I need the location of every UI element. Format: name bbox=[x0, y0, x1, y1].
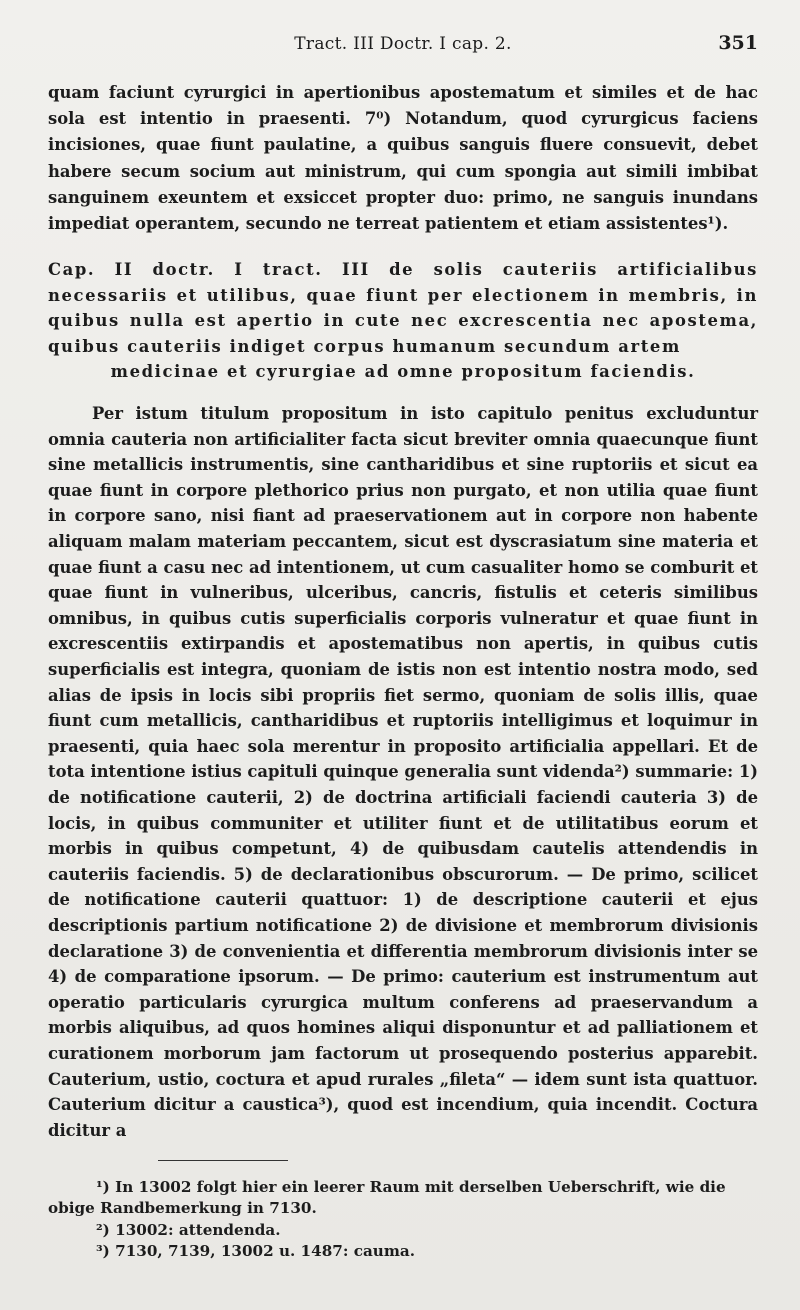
chapter-heading bbox=[48, 257, 758, 385]
footnotes bbox=[48, 1177, 758, 1263]
main-paragraph-block bbox=[48, 401, 758, 1143]
running-title: Tract. III Doctr. I cap. 2. bbox=[294, 34, 512, 54]
running-header bbox=[48, 28, 758, 62]
chapter-heading-text: Cap. II doctr. I tract. III de solis cauteriis artificialibus necessariis et utilibus, quae fiunt per electionem in membris, in quibus nulla est apertio in cute nec excrescentia nec apostema, quibus cauteriis indiget corpus humanum secundum artem bbox=[48, 260, 758, 356]
footnote-rule bbox=[158, 1160, 288, 1161]
footnote-1: ¹) In 13002 folgt hier ein leerer Raum mit derselben Ueberschrift, wie die obige Randbemerkung in 7130. bbox=[48, 1177, 726, 1218]
footnote-2: ²) 13002: attendenda. bbox=[96, 1220, 281, 1239]
opening-paragraph-block bbox=[48, 80, 758, 237]
footnote-3: ³) 7130, 7139, 13002 u. 1487: cauma. bbox=[96, 1242, 416, 1261]
main-paragraph: Per istum titulum propositum in isto capitulo penitus excluduntur omnia cauteria non artificialiter facta sicut breviter omnia quaecunque fiunt sine metallicis instrumentis, sine cantharidibus et sine ruptoriis et sicut ea quae fiunt in corpore plethorico prius non purgato, et non utilia quae fiunt in corpore sano, nisi fiant ad praeservationem aut in corpore non habente aliquam malam materiam peccantem, sicut est dyscrasiatum sine materia et quae fiunt a casu nec ad intentionem, ut cum casualiter homo se comburit et quae fiunt in vulneribus, ulceribus, cancris, fistulis et ceteris similibus omnibus, in quibus cutis superficialis corporis vulneratur et quae fiunt in excrescentiis extirpandis et apostematibus non apertis, in quibus cutis superficialis est integra, quoniam de istis non est intentio nostra modo, sed alias de ipsis in locis sibi propriis fiet sermo, quoniam de solis illis, quae fiunt cum metallicis, cantharidibus et ruptoriis intelligimus et loquimur in praesenti, quia haec sola merentur in proposito artificialia appellari. Et de tota intentione istius capituli quinque generalia sunt videnda²) summarie: 1) de notificatione cauterii, 2) de doctrina artificiali faciendi cauteria 3) de locis, in quibus communiter et utiliter fiunt et de utilitatibus eorum et morbis in quibus competunt, 4) de quibusdam cautelis attendendis in cauteriis faciendis. 5) de declarationibus obscurorum. — De primo, scilicet de notificatione cauterii quattuor: 1) de descriptione cauterii et ejus descriptionis partium notificatione 2) de divisione et membrorum divisionis declaratione 3) de convenientia et differentia membrorum divisionis inter se 4) de comparatione ipsorum. — De primo: cauterium est instrumentum aut operatio particularis cyrurgica multum conferens ad praeservandum a morbis aliquibus, ad quos homines aliqui disponuntur et ad palliationem et curationem morborum jam factorum ut prosequendo posterius apparebit. Cauterium, ustio, coctura et apud rurales „fileta“ — idem sunt ista quattuor. Cauterium dicitur a caustica³), quod est incendium, quia incendit. Coctura dicitur a bbox=[48, 404, 758, 1140]
chapter-heading-last-line: medicinae et cyrurgiae ad omne propositum faciendis. bbox=[110, 362, 696, 382]
page-number: 351 bbox=[718, 32, 758, 54]
opening-paragraph: quam faciunt cyrurgici in apertionibus apostematum et similes et de hac sola est intentio in praesenti. 7⁰) Notandum, quod cyrurgicus faciens incisiones, quae fiunt paulatine, a quibus sanguis fluere consuevit, debet habere secum socium aut ministrum, qui cum spongia aut simili imbibat sanguinem exeuntem et exsiccet propter duo: primo, ne sanguis inundans impediat operantem, secundo ne terreat patientem et etiam assistentes¹). bbox=[48, 83, 758, 234]
